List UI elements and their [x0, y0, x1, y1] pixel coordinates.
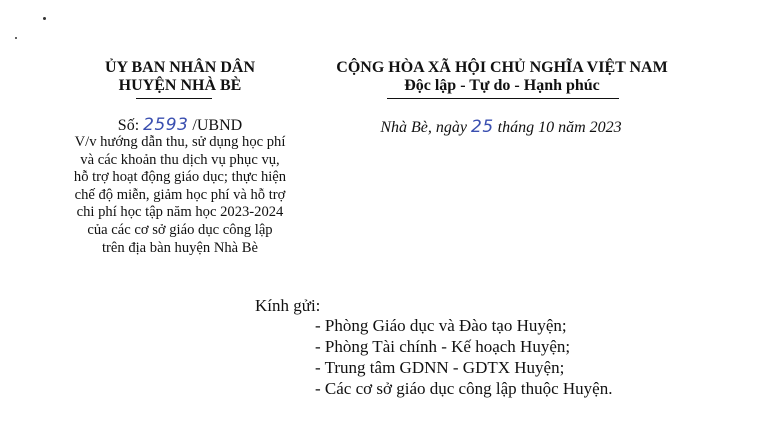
- subject-line: V/v hướng dẫn thu, sử dụng học phí: [74, 134, 286, 150]
- recipient-item: - Phòng Giáo dục và Đào tạo Huyện;: [315, 316, 567, 335]
- recipient-item: - Trung tâm GDNN - GDTX Huyện;: [315, 358, 565, 377]
- agency-underline: [136, 98, 212, 99]
- recipient-list: [315, 315, 612, 399]
- subject-line: chế độ miễn, giảm học phí và hỗ trợ: [74, 186, 286, 203]
- scan-speck: [15, 37, 17, 39]
- motto-underline: [387, 98, 619, 99]
- date-suffix: tháng 10 năm 2023: [497, 119, 622, 136]
- agency-name-line2: HUYỆN NHÀ BÈ: [118, 77, 242, 94]
- subject-line: của các cơ sở giáo dục công lập: [87, 221, 273, 238]
- scan-speck: [43, 17, 46, 20]
- nation-motto: Độc lập - Tự do - Hạnh phúc: [404, 77, 600, 94]
- recipient-item: - Các cơ sở giáo dục công lập thuộc Huyện.: [315, 379, 613, 398]
- document-number: [60, 115, 300, 135]
- doc-number-suffix: /UBND: [192, 117, 243, 134]
- recipient-item: - Phòng Tài chính - Kế hoạch Huyện;: [315, 337, 571, 356]
- greeting: Kính gửi:: [255, 296, 321, 315]
- subject-line: chi phí học tập năm học 2023-2024: [76, 204, 284, 221]
- document-subject: [50, 134, 310, 257]
- document-date: [330, 117, 672, 137]
- subject-line: trên địa bàn huyện Nhà Bè: [101, 239, 259, 256]
- doc-number-prefix: Số:: [117, 117, 140, 134]
- agency-name-line1: ỦY BAN NHÂN DÂN: [104, 59, 256, 76]
- date-prefix: Nhà Bè, ngày: [380, 119, 467, 136]
- subject-line: hỗ trợ hoạt động giáo dục; thực hiện: [73, 169, 287, 186]
- doc-number-handwritten: 2593: [143, 115, 189, 135]
- date-day-handwritten: 25: [471, 117, 494, 137]
- subject-line: và các khoản thu dịch vụ phục vụ,: [80, 151, 280, 168]
- nation-title: CỘNG HÒA XÃ HỘI CHỦ NGHĨA VIỆT NAM: [336, 59, 668, 76]
